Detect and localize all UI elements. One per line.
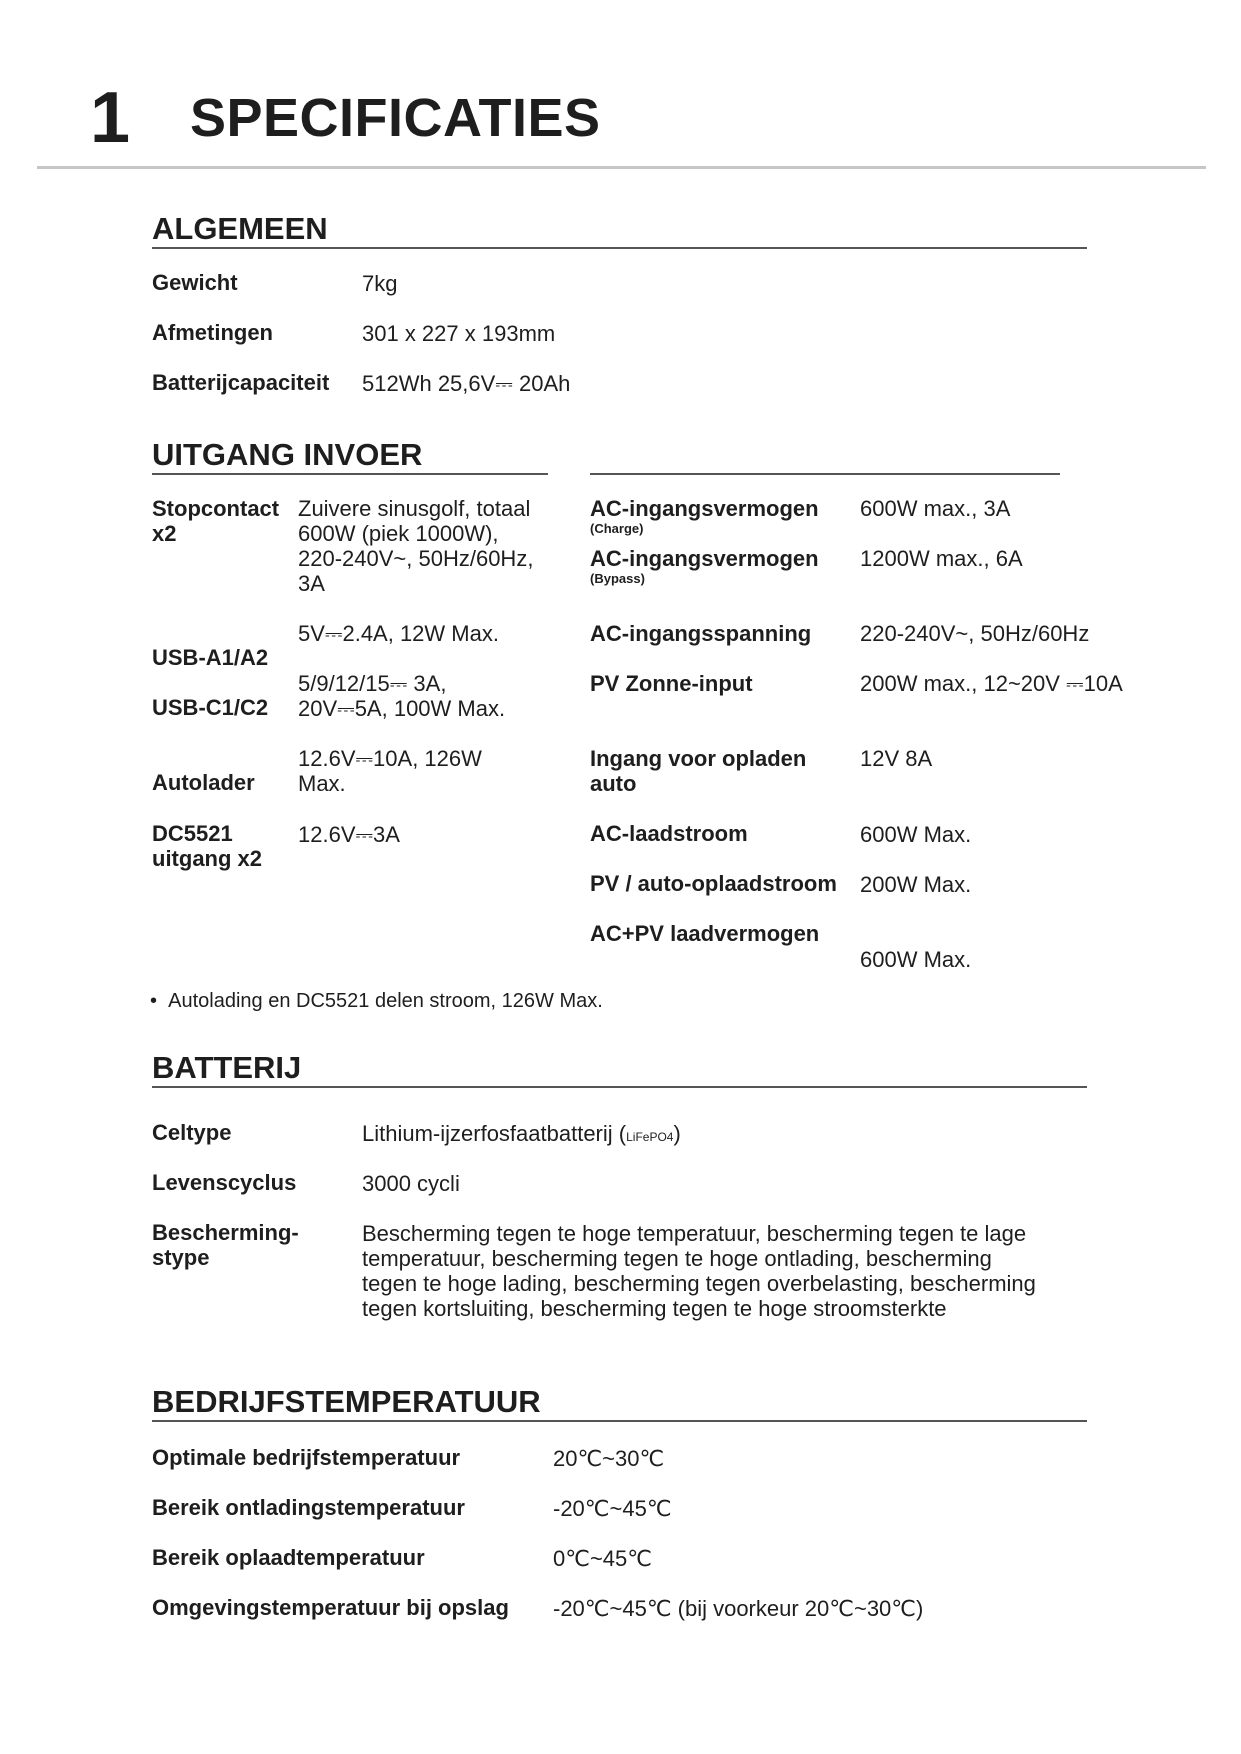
spec-value-ontlading-temp: -20℃~45℃ xyxy=(553,1496,672,1521)
spec-label-oplaad-temp: Bereik oplaadtemperatuur xyxy=(152,1545,425,1570)
spec-value-pv: 200W max., 12~20V ⎓10A xyxy=(860,671,1123,696)
spec-label-stopcontact: Stopcontact x2 xyxy=(152,496,280,546)
spec-value-oplaad-temp: 0℃~45℃ xyxy=(553,1546,652,1571)
spec-value-autolader: 12.6V⎓10A, 126W Max. xyxy=(298,746,482,796)
section-title-uitgang-invoer: UITGANG INVOER xyxy=(152,437,423,472)
section-title-batterij: BATTERIJ xyxy=(152,1050,302,1085)
spec-value-beschermingstype: Bescherming tegen te hoge temperatuur, bescherming tegen te lage temperatuur, bescherming tegen te hoge ontlading, bescherming tegen te hoge lading, bescherming tegen overbelasting, bescherming tegen kortsluiting, bescherming tegen te hoge stroomsterkte xyxy=(362,1221,1036,1321)
spec-label-gewicht: Gewicht xyxy=(152,270,238,295)
spec-value-pv-auto: 200W Max. xyxy=(860,872,972,897)
spec-label-auto: Ingang voor opladen auto xyxy=(590,746,807,796)
section-rule-bedrijfstemperatuur xyxy=(152,1420,1087,1422)
footnote-uitgang: • Autolading en DC5521 delen stroom, 126W Max. xyxy=(150,990,603,1012)
spec-label-autolader: Autolader xyxy=(152,770,255,795)
spec-label-ac-spanning: AC-ingangsspanning xyxy=(590,621,812,646)
spec-label-acpv: AC+PV laadvermogen xyxy=(590,921,820,946)
section-title-bedrijfstemperatuur: BEDRIJFSTEMPERATUUR xyxy=(152,1384,541,1419)
section-rule-batterij xyxy=(152,1086,1087,1088)
spec-label-ontlading-temp: Bereik ontladingstemperatuur xyxy=(152,1495,465,1520)
chapter-title: SPECIFICATIES xyxy=(190,88,601,148)
chapter-number: 1 xyxy=(90,78,131,158)
spec-value-usb-a: 5V⎓2.4A, 12W Max. xyxy=(298,621,499,646)
spec-label-ac-charge: AC-ingangsvermogen (Charge) xyxy=(590,496,819,536)
section-title-algemeen: ALGEMEEN xyxy=(152,211,328,246)
spec-value-optimale-temp: 20℃~30℃ xyxy=(553,1446,665,1471)
spec-label-celtype: Celtype xyxy=(152,1120,232,1145)
spec-label-usb-a: USB-A1/A2 xyxy=(152,645,269,670)
section-rule-uitgang-left xyxy=(152,473,548,475)
spec-value-opslag-temp: -20℃~45℃ (bij voorkeur 20℃~30℃) xyxy=(553,1596,924,1621)
spec-label-batterijcapaciteit: Batterijcapaciteit xyxy=(152,370,330,395)
spec-label-beschermingstype: Bescherming- stype xyxy=(152,1220,299,1270)
spec-value-ac-charge: 600W max., 3A xyxy=(860,496,1011,521)
spec-label-pv-auto: PV / auto-oplaadstroom xyxy=(590,871,837,896)
spec-label-levenscyclus: Levenscyclus xyxy=(152,1170,297,1195)
spec-value-afmetingen: 301 x 227 x 193mm xyxy=(362,321,556,346)
spec-label-ac-laadstroom: AC-laadstroom xyxy=(590,821,748,846)
spec-value-ac-spanning: 220-240V~, 50Hz/60Hz xyxy=(860,621,1090,646)
spec-value-celtype: Lithium-ijzerfosfaatbatterij (LiFePO4) xyxy=(362,1121,681,1146)
spec-value-gewicht: 7kg xyxy=(362,271,398,296)
spec-label-pv: PV Zonne-input xyxy=(590,671,753,696)
section-rule-algemeen xyxy=(152,247,1087,249)
spec-value-ac-bypass: 1200W max., 6A xyxy=(860,546,1023,571)
spec-label-opslag-temp: Omgevingstemperatuur bij opslag xyxy=(152,1595,509,1620)
spec-label-optimale-temp: Optimale bedrijfstemperatuur xyxy=(152,1445,461,1470)
chapter-divider xyxy=(37,166,1206,169)
spec-value-levenscyclus: 3000 cycli xyxy=(362,1171,460,1196)
spec-value-auto: 12V 8A xyxy=(860,746,933,771)
spec-value-dc5521: 12.6V⎓3A xyxy=(298,822,400,847)
spec-value-acpv: 600W Max. xyxy=(860,947,972,972)
spec-value-stopcontact: Zuivere sinusgolf, totaal 600W (piek 1000W), 220-240V~, 50Hz/60Hz, 3A xyxy=(298,496,534,596)
spec-label-afmetingen: Afmetingen xyxy=(152,320,273,345)
spec-value-ac-laadstroom: 600W Max. xyxy=(860,822,972,847)
spec-value-batterijcapaciteit: 512Wh 25,6V⎓ 20Ah xyxy=(362,371,571,396)
spec-label-usb-c: USB-C1/C2 xyxy=(152,695,269,720)
spec-label-ac-bypass: AC-ingangsvermogen (Bypass) xyxy=(590,546,819,586)
bullet-icon: • xyxy=(150,990,169,1012)
section-rule-uitgang-right xyxy=(590,473,1060,475)
spec-value-usb-c: 5/9/12/15⎓ 3A, 20V⎓5A, 100W Max. xyxy=(298,671,506,721)
spec-label-dc5521: DC5521 uitgang x2 xyxy=(152,821,263,871)
